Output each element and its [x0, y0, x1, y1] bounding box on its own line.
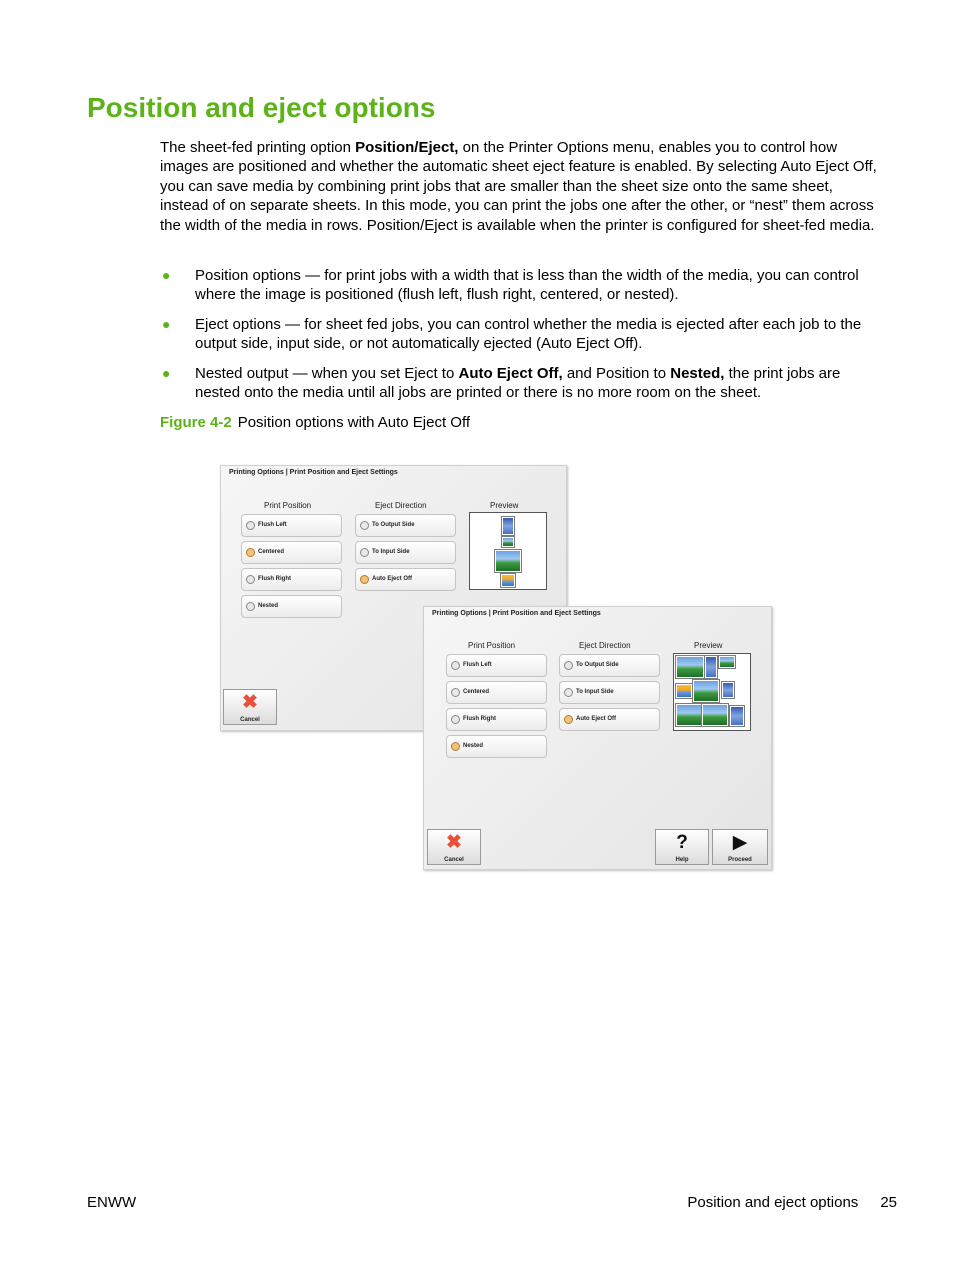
preview-thumb-icon — [705, 656, 717, 678]
option-label: To Input Side — [576, 689, 614, 695]
bullet-dot-icon: ● — [162, 315, 171, 332]
radio-icon — [451, 715, 460, 724]
figure-caption — [160, 414, 470, 431]
preview-thumb-icon — [676, 704, 702, 726]
preview-thumb-icon — [495, 550, 521, 572]
intro-text-1: The sheet-fed printing option — [160, 139, 356, 156]
preview-box — [469, 512, 547, 590]
option-label: Nested — [258, 603, 279, 609]
preview-thumb-icon — [502, 517, 514, 535]
figure-label: Figure 4-2 — [160, 414, 232, 431]
intro-text-2: on the Printer Options menu, enables you to control how images are positioned and whether the automatic sheet eject feature is enabled. By selecting Auto Eject Off, you can save media by combining print jobs that are smaller than the sheet size onto the same sheet, instead of on separate sheets. In this mode, you can print the jobs one after the other, or “nest” them across the width of the media in rows. Position/Eject is available when the printer is configured for sheet-fed media. — [160, 139, 877, 234]
bullet-text: Eject options — for sheet fed jobs, you can control whether the media is ejected after each job to the output side, input side, or not automatically ejected (Auto Eject Off). — [195, 315, 862, 353]
help-button[interactable] — [655, 829, 709, 865]
preview-thumb-icon — [702, 704, 728, 726]
button-label: Proceed — [728, 857, 752, 863]
preview-thumb-icon — [722, 682, 734, 698]
radio-selected-icon — [564, 715, 573, 724]
option-flush-right[interactable] — [241, 568, 342, 591]
preview-thumb-icon — [501, 574, 515, 587]
footer-left: ENWW — [87, 1194, 137, 1211]
option-to-output-side[interactable] — [355, 514, 456, 537]
print-position-header: Print Position — [264, 501, 312, 510]
option-to-output-side[interactable] — [559, 654, 660, 677]
preview-header: Preview — [490, 501, 519, 510]
preview-thumb-icon — [719, 656, 735, 668]
preview-thumb-icon — [730, 706, 744, 726]
bullet-item — [160, 315, 885, 354]
preview-header: Preview — [694, 641, 723, 650]
panel-title: Printing Options | Print Position and Eject Settings — [229, 469, 398, 476]
option-label: To Input Side — [372, 549, 410, 555]
preview-thumb-icon — [676, 656, 704, 678]
radio-icon — [451, 661, 460, 670]
option-label: Auto Eject Off — [372, 576, 412, 582]
panel-title: Printing Options | Print Position and Eject Settings — [432, 610, 601, 617]
radio-icon — [360, 548, 369, 557]
play-icon: ▶ — [732, 832, 748, 853]
radio-icon — [246, 521, 255, 530]
bullet-text: Position options — for print jobs with a width that is less than the width of the media, you can control where the image is positioned (flush left, flush right, centered, or nested). — [195, 267, 859, 304]
close-icon: ✖ — [242, 692, 258, 713]
radio-icon — [451, 688, 460, 697]
option-label: To Output Side — [576, 662, 619, 668]
option-label: Centered — [463, 689, 490, 695]
bullet-dot-icon: ● — [162, 364, 171, 381]
bullet-item — [160, 364, 885, 403]
option-label: Centered — [258, 549, 285, 555]
option-flush-left[interactable] — [446, 654, 547, 677]
option-label: Flush Left — [258, 522, 287, 528]
preview-thumb-icon — [676, 684, 692, 698]
intro-bold-position-eject: Position/Eject, — [355, 139, 459, 156]
footer-section: Position and eject options — [687, 1194, 859, 1211]
option-label: Flush Right — [258, 576, 291, 582]
proceed-button[interactable] — [712, 829, 768, 865]
preview-box — [673, 653, 751, 731]
bullet-text-1: Nested output — when you set Eject to — [195, 364, 459, 382]
preview-thumb-icon — [693, 680, 719, 702]
option-nested[interactable] — [446, 735, 547, 758]
option-label: To Output Side — [372, 522, 415, 528]
close-icon: ✖ — [446, 832, 462, 853]
option-label: Flush Right — [463, 716, 496, 722]
bullet-bold-auto-eject-off: Auto Eject Off, — [458, 364, 563, 382]
option-auto-eject-off[interactable] — [355, 568, 456, 591]
option-to-input-side[interactable] — [559, 681, 660, 704]
bullet-bold-nested: Nested, — [670, 364, 725, 382]
option-centered[interactable] — [446, 681, 547, 704]
button-label: Cancel — [240, 717, 260, 723]
radio-icon — [246, 575, 255, 584]
option-centered[interactable] — [241, 541, 342, 564]
bullet-item — [160, 266, 885, 305]
radio-selected-icon — [451, 742, 460, 751]
radio-icon — [564, 688, 573, 697]
button-label: Cancel — [444, 857, 464, 863]
option-flush-left[interactable] — [241, 514, 342, 537]
intro-paragraph — [160, 138, 880, 235]
option-label: Flush Left — [463, 662, 492, 668]
footer-right — [687, 1194, 897, 1211]
eject-direction-header: Eject Direction — [579, 641, 631, 650]
bullet-dot-icon: ● — [162, 267, 171, 283]
preview-thumb-icon — [502, 537, 514, 547]
radio-icon — [360, 521, 369, 530]
option-label: Nested — [463, 743, 484, 749]
help-icon: ? — [676, 832, 688, 853]
option-flush-right[interactable] — [446, 708, 547, 731]
bullet-text-2: and Position to — [562, 364, 671, 382]
settings-panel-nested — [423, 606, 772, 870]
radio-selected-icon — [360, 575, 369, 584]
radio-selected-icon — [246, 548, 255, 557]
radio-icon — [564, 661, 573, 670]
print-position-header: Print Position — [468, 641, 516, 650]
bullet-text-3: the print jobs are nested onto the media until all jobs are printed or there is no more room on the sheet. — [195, 364, 841, 402]
button-label: Help — [675, 857, 689, 863]
page-title: Position and eject options — [87, 92, 436, 123]
page-number: 25 — [880, 1194, 897, 1211]
option-nested[interactable] — [241, 595, 342, 618]
eject-direction-header: Eject Direction — [375, 501, 427, 510]
radio-icon — [246, 602, 255, 611]
option-label: Auto Eject Off — [576, 716, 616, 722]
figure-caption-text: Position options with Auto Eject Off — [237, 414, 471, 431]
option-auto-eject-off[interactable] — [559, 708, 660, 731]
cancel-button[interactable] — [223, 689, 277, 725]
cancel-button[interactable] — [427, 829, 481, 865]
bullet-list — [160, 266, 885, 412]
option-to-input-side[interactable] — [355, 541, 456, 564]
